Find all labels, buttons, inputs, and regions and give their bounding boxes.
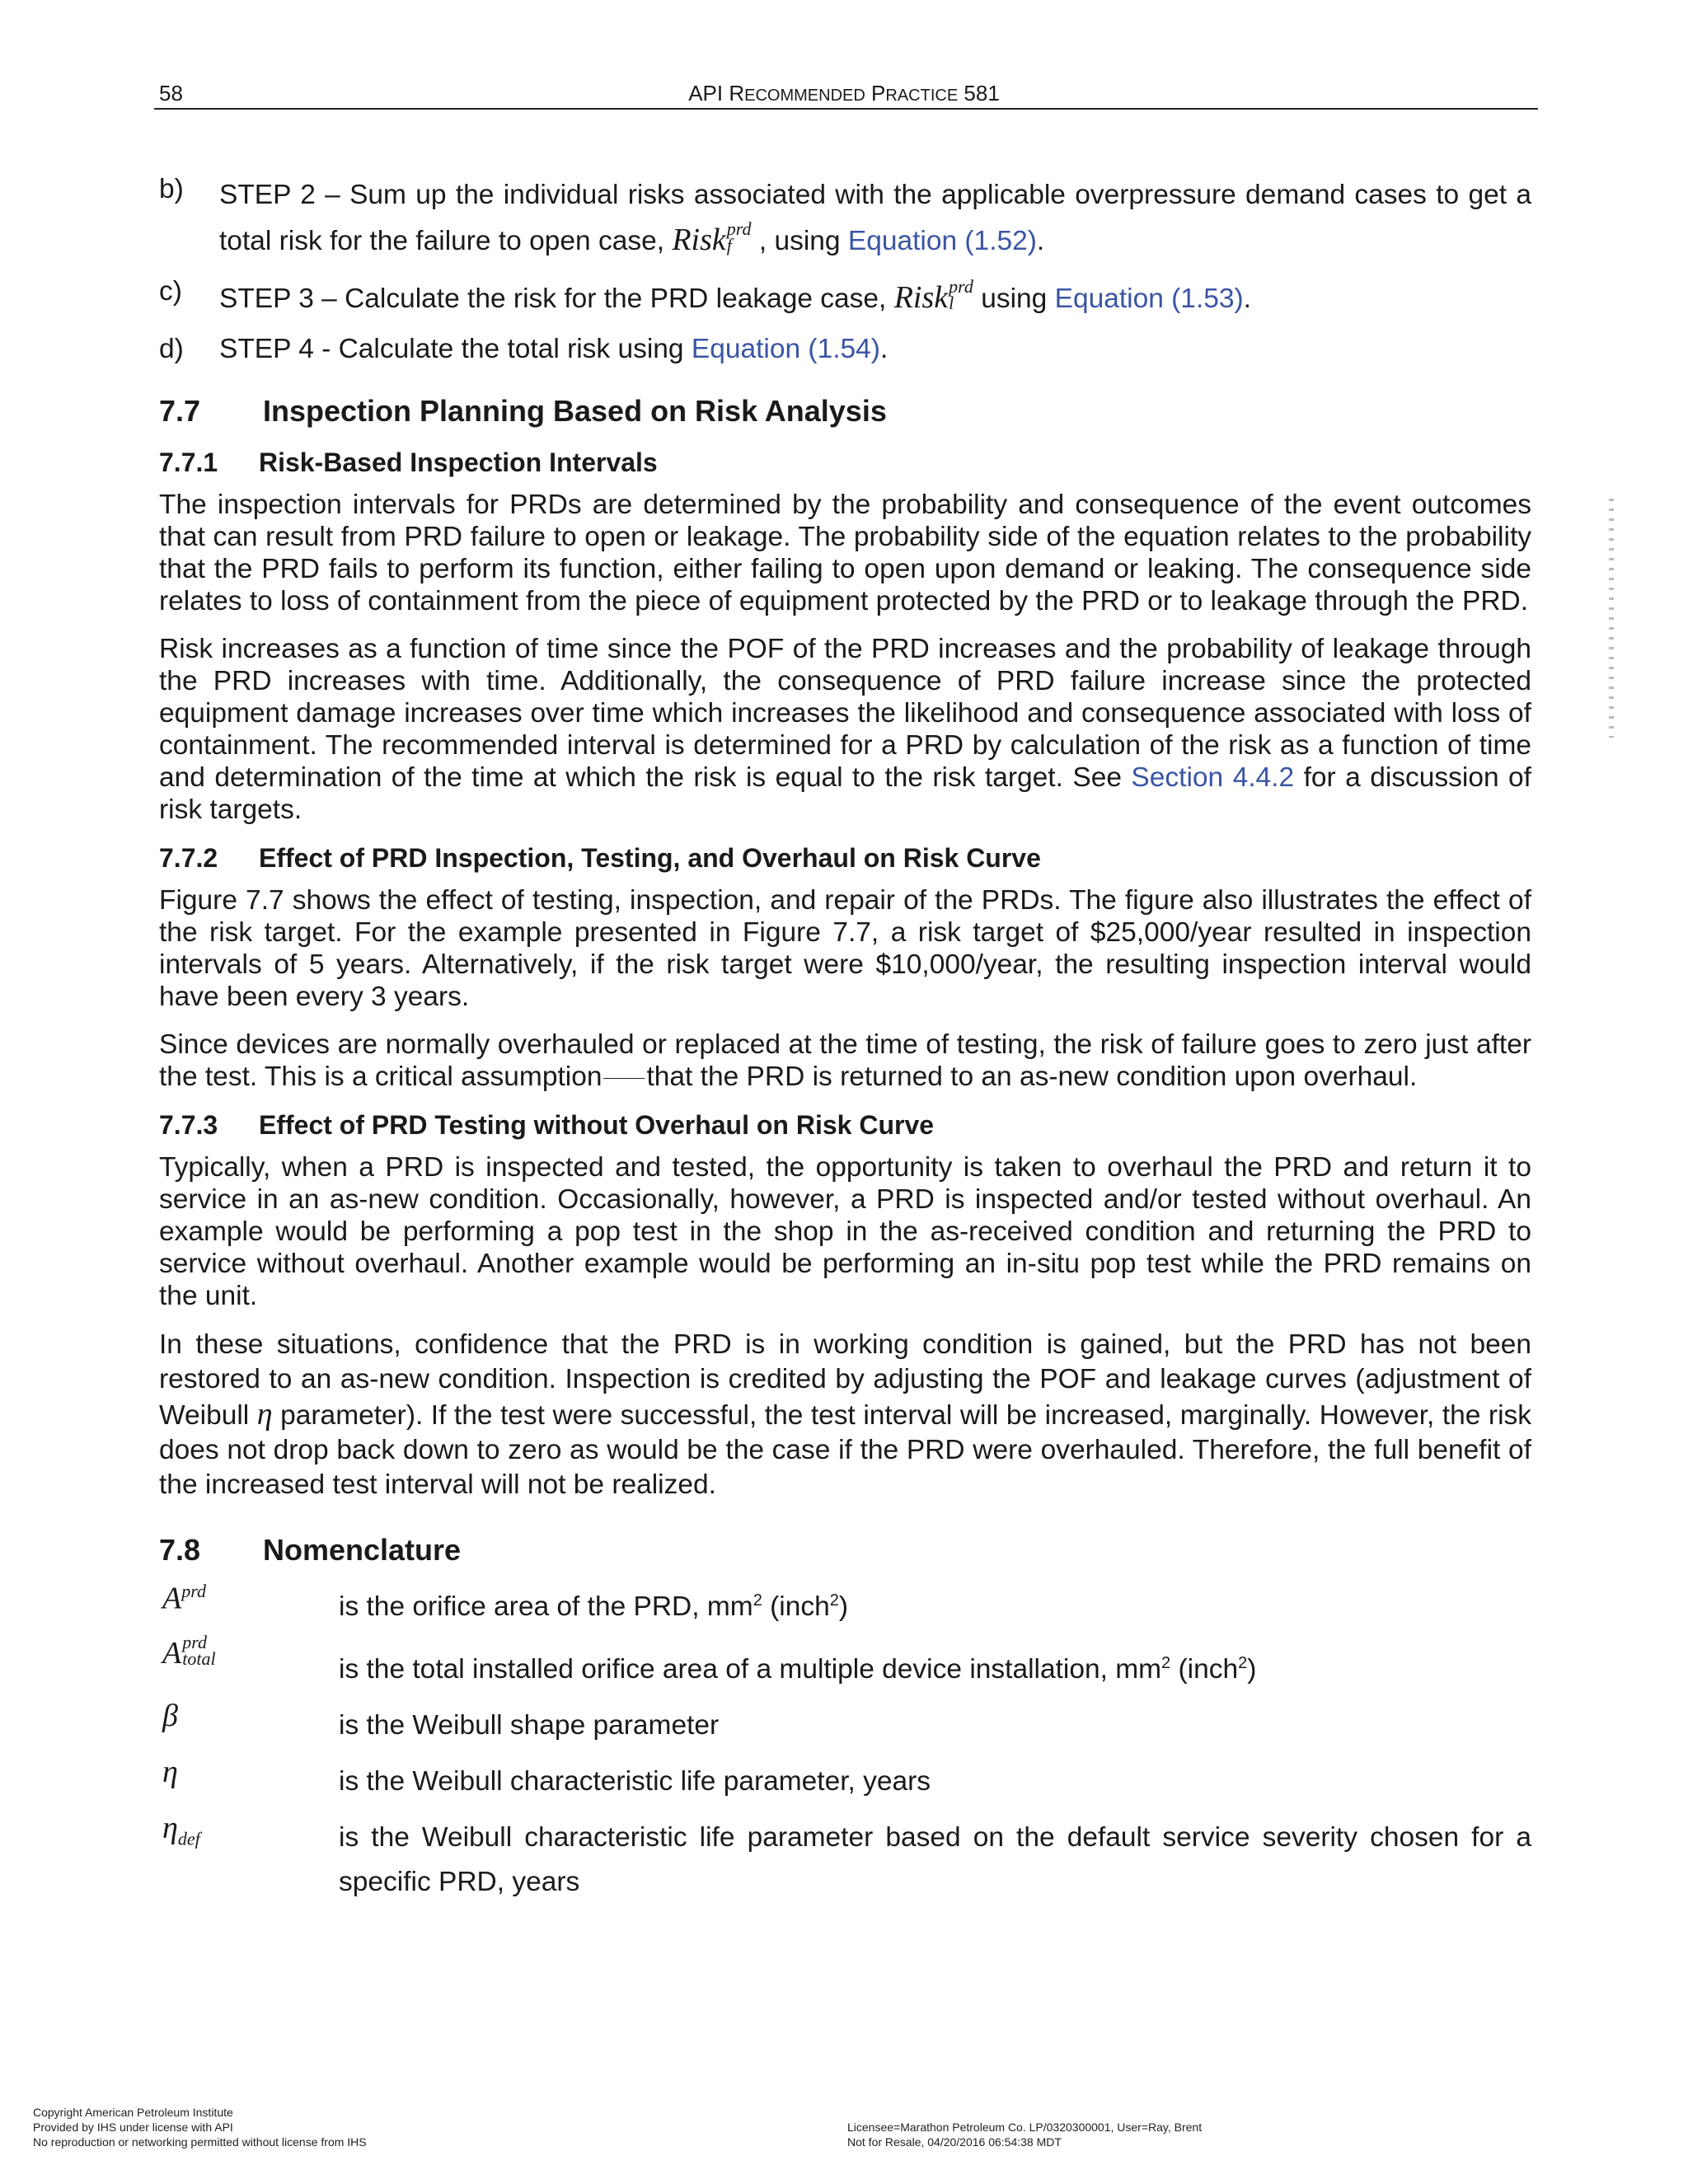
paragraph: Since devices are normally overhauled or replaced at the time of testing, the risk of failure goes to zero just after the test. This is a critical assumption that the PRD is returned to an as-new condition upon overhaul. [159, 1029, 1531, 1092]
symbol-a-total-prd: A prd total [162, 1632, 216, 1671]
page-number: 58 [159, 81, 183, 105]
section-heading-7-7: 7.7 Inspection Planning Based on Risk Analysis [159, 394, 887, 428]
section-heading-7-8: 7.8 Nomenclature [159, 1533, 462, 1567]
risk-f-prd-symbol: Risk prd f [672, 218, 752, 257]
subsection-heading-7-7-2: 7.7.2 Effect of PRD Inspection, Testing, and Overhaul on Risk Curve [159, 843, 1041, 873]
running-title: API RECOMMENDED PRACTICE 581 [688, 81, 1000, 105]
nomenclature-definition: is the total installed orifice area of a multiple device installation, $mm^2$ (inch$^2$) [339, 1654, 1257, 1685]
step-marker: c) [159, 276, 182, 307]
nomenclature-row [159, 1699, 1531, 1748]
subsection-heading-7-7-3: 7.7.3 Effect of PRD Testing without Overhaul on Risk Curve [159, 1110, 935, 1140]
nomenclature-definition: is the Weibull characteristic life parameter based on the default service severity chosen for a specific PRD, years [339, 1822, 1531, 1898]
nomenclature-list [159, 1578, 1531, 1905]
page-content [159, 173, 1531, 1916]
section-link[interactable]: Section 4.4.2 [1131, 762, 1295, 793]
symbol-eta: η [162, 1755, 178, 1790]
nomenclature-row [159, 1632, 1531, 1692]
risk-l-prd-symbol: Risk prd l [893, 276, 973, 315]
symbol-eta-def: $\eta_{def}$ [162, 1811, 200, 1849]
equation-link[interactable]: Equation (1.52) [847, 226, 1037, 256]
subsection-heading-7-7-1: 7.7.1 Risk-Based Inspection Intervals [159, 448, 658, 477]
nomenclature-definition: is the Weibull characteristic life parameter, years [339, 1766, 931, 1797]
step-text: STEP 3 – Calculate the risk for the PRD leakage case, [219, 284, 887, 314]
step-marker: d) [159, 334, 184, 364]
step-text: STEP 2 – Sum up the individual risks associated with the applicable overpressure demand cases to get a total risk for the failure to open case, [219, 180, 1531, 256]
step-item: b) STEP 2 – Sum up the individual risks associated with the applicable overpressure demand cases to get a total risk for the failure to open case, Risk prd f , using Equation (1.52). [159, 174, 1531, 257]
paragraph: Typically, when a PRD is inspected and tested, the opportunity is taken to overhaul the PRD and return it to service in an as-new condition. Occasionally, however, a PRD is inspected and/or tested without overhaul. An example would be performing a pop test in the shop in the as-received condition and returning the PRD to service without overhaul. Another example would be performing an in-situ pop test while the PRD remains on the unit. [159, 1152, 1531, 1311]
nomenclature-row [159, 1755, 1531, 1804]
header-rule [154, 108, 1538, 110]
eta-symbol: η [256, 1397, 273, 1432]
footer-license: Licensee=Marathon Petroleum Co. LP/0320300001, User=Ray, Brent Not for Resale, 04/20/2016 06:54:38 MDT [847, 2121, 1203, 2149]
step-text: STEP 4 - Calculate the total risk using [219, 334, 684, 364]
margin-watermark-stamp [1609, 499, 1614, 738]
equation-link[interactable]: Equation (1.54) [691, 334, 880, 364]
nomenclature-definition: is the Weibull shape parameter [339, 1710, 720, 1741]
paragraph: Risk increases as a function of time since the POF of the PRD increases and the probability of leakage through the PRD increases with time. Additionally, the consequence of PRD failure increase since the protected equipment damage increases over time which increases the likelihood and consequence associated with loss of containment. The recommended interval is determined for a PRD by calculation of the risk as a function of time and determination of the time at which the risk is equal to the risk target. See Section 4.4.2 for a discussion of risk targets. [159, 634, 1531, 825]
paragraph: Figure 7.7 shows the effect of testing, inspection, and repair of the PRDs. The figure also illustrates the effect of the risk target. For the example presented in Figure 7.7, a risk target of $25,000/year resulted in inspection intervals of 5 years. Alternatively, if the risk target were $10,000/year, the resulting inspection interval would have been every 3 years. [159, 885, 1531, 1012]
equation-link[interactable]: Equation (1.53) [1054, 284, 1244, 314]
step-item: c) STEP 3 – Calculate the risk for the PRD leakage case, Risk prd l using Equation (1.53). [159, 276, 1251, 315]
symbol-beta: β [162, 1699, 178, 1734]
em-dash [603, 1078, 645, 1079]
step-marker: b) [159, 174, 184, 204]
nomenclature-definition: is the orifice area of the PRD, $mm^2$ (inch$^2$) [339, 1591, 849, 1623]
step-item: d) STEP 4 - Calculate the total risk using Equation (1.54). [159, 334, 889, 364]
footer-copyright: Copyright American Petroleum Institute Provided by IHS under license with API No reproduction or networking permitted without license from IHS [33, 2106, 367, 2149]
paragraph: The inspection intervals for PRDs are determined by the probability and consequence of the event outcomes that can result from PRD failure to open or leakage. The probability side of the equation relates to the probability that the PRD fails to perform its function, either failing to open upon demand or leaking. The consequence side relates to loss of containment from the piece of equipment protected by the PRD or to leakage through the PRD. [159, 490, 1531, 616]
paragraph: In these situations, confidence that the PRD is in working condition is gained, but the PRD has not been restored to an as-new condition. Inspection is credited by adjusting the POF and leakage curves (adjustment of Weibull η parameter). If the test were successful, the test interval will be increased, marginally. However, the risk does not drop back down to zero as would be the case if the PRD were overhauled. Therefore, the full benefit of the increased test interval will not be realized. [159, 1329, 1532, 1500]
symbol-a-prd: $A^{prd}$ [162, 1581, 206, 1616]
nomenclature-row [159, 1578, 1531, 1629]
nomenclature-row [159, 1811, 1531, 1905]
